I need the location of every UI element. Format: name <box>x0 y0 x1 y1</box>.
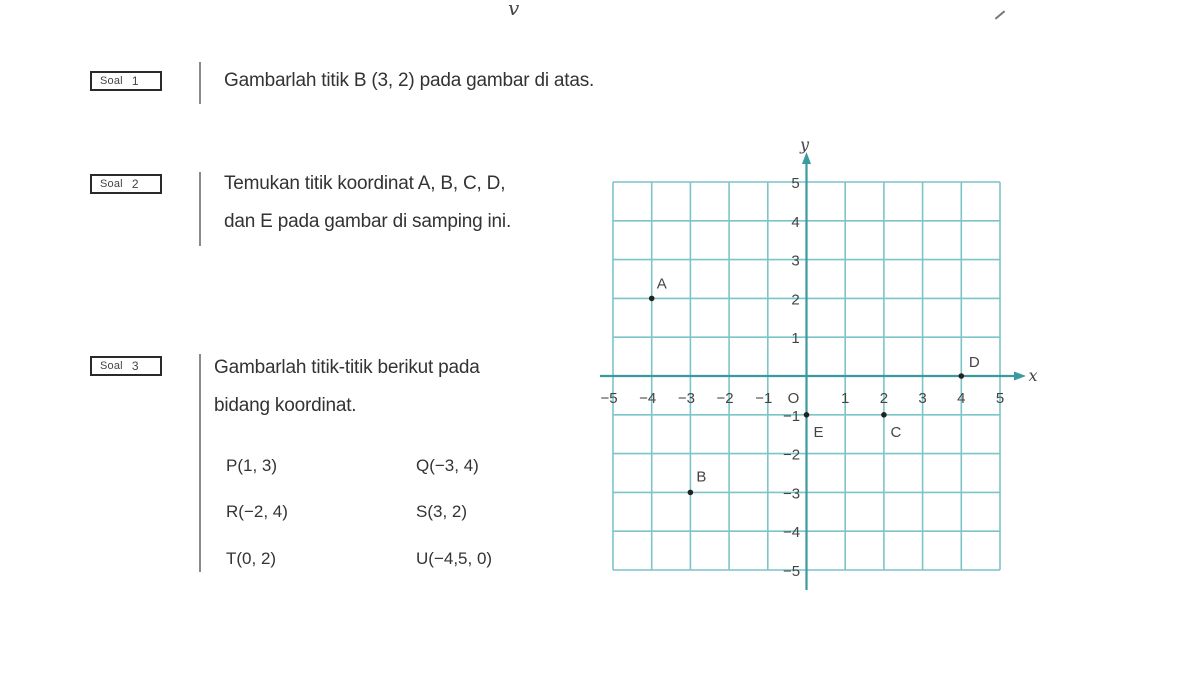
question-line: dan E pada gambar di samping ini. <box>224 211 512 232</box>
point-e <box>804 412 810 418</box>
question-line: bidang koordinat. <box>214 395 357 416</box>
x-tick-label: 5 <box>995 390 1005 407</box>
point-b <box>688 490 694 496</box>
x-tick-label: −4 <box>639 390 657 407</box>
y-tick-label: −1 <box>782 407 801 425</box>
point-a <box>649 296 655 302</box>
point-c <box>881 412 887 418</box>
x-axis-arrow-icon <box>1014 372 1026 381</box>
point-item: T(0, 2) <box>226 549 277 568</box>
y-tick-label: 1 <box>791 330 800 348</box>
x-axis-label: x <box>1028 366 1038 385</box>
y-tick-label: −3 <box>782 485 801 503</box>
origin-label: O <box>787 390 800 407</box>
badge-label: Soal <box>100 75 123 87</box>
point-item: S(3, 2) <box>416 502 468 521</box>
y-axis-label: y <box>799 135 810 154</box>
point-label-c: C <box>890 423 902 441</box>
x-tick-label: 2 <box>879 390 889 407</box>
point-item: Q(−3, 4) <box>416 456 479 475</box>
y-tick-label: 4 <box>791 213 800 231</box>
question-line: Temukan titik koordinat A, B, C, D, <box>224 173 506 194</box>
question-line: Gambarlah titik-titik berikut pada <box>214 357 480 378</box>
x-tick-label: −3 <box>677 390 695 407</box>
y-tick-label: −2 <box>782 446 801 464</box>
badge-label: Soal <box>100 178 123 190</box>
badge-number: 1 <box>131 74 139 88</box>
x-tick-label: 4 <box>957 390 966 407</box>
point-label-a: A <box>656 275 667 293</box>
stray-letter-v: v <box>508 0 520 20</box>
point-label-d: D <box>968 354 980 371</box>
point-item: U(−4,5, 0) <box>416 549 493 568</box>
point-label-e: E <box>813 423 824 441</box>
x-tick-label: −5 <box>600 390 618 407</box>
badge-number: 2 <box>131 177 139 191</box>
point-label-b: B <box>696 468 707 486</box>
y-tick-label: −5 <box>782 563 801 580</box>
point-item: R(−2, 4) <box>226 502 288 521</box>
point-item: P(1, 3) <box>226 456 278 475</box>
badge-label: Soal <box>100 360 123 372</box>
y-tick-label: 3 <box>791 252 800 270</box>
point-d <box>959 373 965 379</box>
x-tick-label: −2 <box>716 390 734 407</box>
y-tick-label: 5 <box>791 175 800 192</box>
y-tick-label: −4 <box>782 524 801 542</box>
x-tick-label: 1 <box>841 390 850 407</box>
y-tick-label: 2 <box>791 291 800 309</box>
badge-number: 3 <box>131 359 139 373</box>
question-line: Gambarlah titik B (3, 2) pada gambar di atas. <box>224 70 595 91</box>
x-tick-label: 3 <box>918 390 927 407</box>
x-tick-label: −1 <box>755 390 773 407</box>
